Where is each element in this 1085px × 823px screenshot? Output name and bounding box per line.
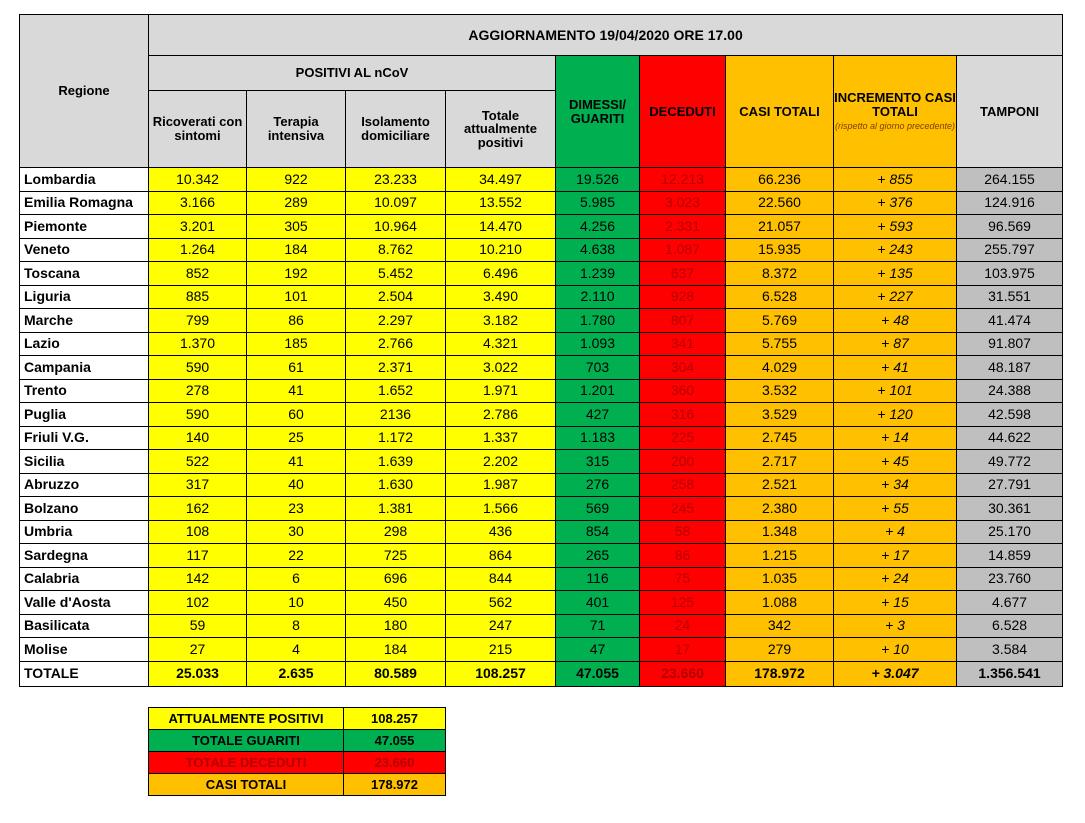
terapia-cell: 60 bbox=[247, 403, 346, 427]
ricoverati-cell: 1.370 bbox=[149, 332, 247, 356]
dimessi-cell: 854 bbox=[556, 520, 640, 544]
table-row bbox=[20, 379, 1063, 403]
ricoverati-cell: 590 bbox=[149, 356, 247, 380]
deceduti-cell: 245 bbox=[640, 497, 726, 521]
terapia-cell: 922 bbox=[247, 168, 346, 192]
incremento-cell: + 87 bbox=[834, 332, 957, 356]
tamponi-cell: 41.474 bbox=[957, 309, 1063, 333]
summary-table bbox=[148, 707, 446, 796]
deceduti-cell: 258 bbox=[640, 473, 726, 497]
table-row bbox=[20, 426, 1063, 450]
region-cell: Piemonte bbox=[20, 215, 149, 239]
region-cell: Lazio bbox=[20, 332, 149, 356]
deceduti-cell: 225 bbox=[640, 426, 726, 450]
incremento-cell: + 101 bbox=[834, 379, 957, 403]
summary-row bbox=[149, 774, 446, 796]
isolamento-cell: 184 bbox=[346, 638, 446, 662]
dimessi-cell: 5.985 bbox=[556, 191, 640, 215]
tamponi-cell: 91.807 bbox=[957, 332, 1063, 356]
summary-label: CASI TOTALI bbox=[149, 774, 344, 796]
ricoverati-cell: 27 bbox=[149, 638, 247, 662]
tamponi-cell: 4.677 bbox=[957, 591, 1063, 615]
terapia-cell: 185 bbox=[247, 332, 346, 356]
totale-positivi-cell: 215 bbox=[446, 638, 556, 662]
incremento-cell: + 376 bbox=[834, 191, 957, 215]
deceduti-cell: 2.331 bbox=[640, 215, 726, 239]
tamponi-cell: 25.170 bbox=[957, 520, 1063, 544]
isolamento-cell: 2.766 bbox=[346, 332, 446, 356]
region-cell: Lombardia bbox=[20, 168, 149, 192]
tamponi-cell: 31.551 bbox=[957, 285, 1063, 309]
incremento-cell: + 14 bbox=[834, 426, 957, 450]
casi-totali-cell: 2.521 bbox=[726, 473, 834, 497]
totale-positivi-cell: 844 bbox=[446, 567, 556, 591]
deceduti-cell: 125 bbox=[640, 591, 726, 615]
incremento-cell: + 243 bbox=[834, 238, 957, 262]
table-row bbox=[20, 403, 1063, 427]
table-row bbox=[20, 215, 1063, 239]
region-cell: Molise bbox=[20, 638, 149, 662]
total-dimessi-cell: 47.055 bbox=[556, 661, 640, 686]
totale-positivi-cell: 864 bbox=[446, 544, 556, 568]
incremento-cell: + 120 bbox=[834, 403, 957, 427]
deceduti-cell: 360 bbox=[640, 379, 726, 403]
dimessi-header: DIMESSI/ GUARITI bbox=[556, 56, 640, 168]
region-cell: Sardegna bbox=[20, 544, 149, 568]
tamponi-cell: 3.584 bbox=[957, 638, 1063, 662]
casi-totali-cell: 21.057 bbox=[726, 215, 834, 239]
totale-positivi-cell: 247 bbox=[446, 614, 556, 638]
tamponi-cell: 30.361 bbox=[957, 497, 1063, 521]
dimessi-cell: 4.638 bbox=[556, 238, 640, 262]
region-cell: Emilia Romagna bbox=[20, 191, 149, 215]
isolamento-cell: 10.964 bbox=[346, 215, 446, 239]
isolamento-cell: 298 bbox=[346, 520, 446, 544]
deceduti-cell: 24 bbox=[640, 614, 726, 638]
covid-data-table bbox=[19, 14, 1063, 687]
casi-totali-cell: 66.236 bbox=[726, 168, 834, 192]
terapia-cell: 86 bbox=[247, 309, 346, 333]
casi-totali-cell: 342 bbox=[726, 614, 834, 638]
dimessi-cell: 116 bbox=[556, 567, 640, 591]
dimessi-cell: 1.183 bbox=[556, 426, 640, 450]
terapia-cell: 22 bbox=[247, 544, 346, 568]
summary-value: 178.972 bbox=[344, 774, 446, 796]
totale-positivi-cell: 562 bbox=[446, 591, 556, 615]
ricoverati-cell: 117 bbox=[149, 544, 247, 568]
region-cell: Calabria bbox=[20, 567, 149, 591]
table-row bbox=[20, 520, 1063, 544]
tamponi-header: TAMPONI bbox=[957, 56, 1063, 168]
table-row bbox=[20, 544, 1063, 568]
summary-row bbox=[149, 752, 446, 774]
isolamento-header: Isolamento domiciliare bbox=[346, 91, 446, 168]
deceduti-cell: 17 bbox=[640, 638, 726, 662]
deceduti-cell: 637 bbox=[640, 262, 726, 286]
deceduti-cell: 75 bbox=[640, 567, 726, 591]
dimessi-cell: 1.780 bbox=[556, 309, 640, 333]
incremento-cell: + 227 bbox=[834, 285, 957, 309]
isolamento-cell: 1.381 bbox=[346, 497, 446, 521]
table-row bbox=[20, 332, 1063, 356]
table-row bbox=[20, 262, 1063, 286]
casi-totali-header: CASI TOTALI bbox=[726, 56, 834, 168]
dimessi-cell: 315 bbox=[556, 450, 640, 474]
tamponi-cell: 124.916 bbox=[957, 191, 1063, 215]
casi-totali-cell: 22.560 bbox=[726, 191, 834, 215]
terapia-cell: 23 bbox=[247, 497, 346, 521]
total-ricoverati-cell: 25.033 bbox=[149, 661, 247, 686]
ricoverati-cell: 799 bbox=[149, 309, 247, 333]
totale-positivi-header: Totale attualmente positivi bbox=[446, 91, 556, 168]
dimessi-cell: 19.526 bbox=[556, 168, 640, 192]
terapia-cell: 61 bbox=[247, 356, 346, 380]
isolamento-cell: 23.233 bbox=[346, 168, 446, 192]
table-row bbox=[20, 191, 1063, 215]
region-cell: Campania bbox=[20, 356, 149, 380]
isolamento-cell: 725 bbox=[346, 544, 446, 568]
tamponi-cell: 49.772 bbox=[957, 450, 1063, 474]
tamponi-cell: 14.859 bbox=[957, 544, 1063, 568]
region-cell: Abruzzo bbox=[20, 473, 149, 497]
terapia-cell: 8 bbox=[247, 614, 346, 638]
total-region-cell: TOTALE bbox=[20, 661, 149, 686]
isolamento-cell: 450 bbox=[346, 591, 446, 615]
incremento-header bbox=[834, 56, 957, 168]
tamponi-cell: 42.598 bbox=[957, 403, 1063, 427]
totale-positivi-cell: 14.470 bbox=[446, 215, 556, 239]
isolamento-cell: 180 bbox=[346, 614, 446, 638]
dimessi-cell: 1.239 bbox=[556, 262, 640, 286]
table-row bbox=[20, 285, 1063, 309]
table-row bbox=[20, 238, 1063, 262]
summary-label: TOTALE DECEDUTI bbox=[149, 752, 344, 774]
tamponi-cell: 24.388 bbox=[957, 379, 1063, 403]
region-cell: Liguria bbox=[20, 285, 149, 309]
total-casi-totali-cell: 178.972 bbox=[726, 661, 834, 686]
casi-totali-cell: 1.348 bbox=[726, 520, 834, 544]
deceduti-cell: 58 bbox=[640, 520, 726, 544]
dimessi-cell: 427 bbox=[556, 403, 640, 427]
ricoverati-cell: 59 bbox=[149, 614, 247, 638]
terapia-cell: 289 bbox=[247, 191, 346, 215]
casi-totali-cell: 15.935 bbox=[726, 238, 834, 262]
region-cell: Veneto bbox=[20, 238, 149, 262]
total-tamponi-cell: 1.356.541 bbox=[957, 661, 1063, 686]
dimessi-cell: 47 bbox=[556, 638, 640, 662]
region-cell: Marche bbox=[20, 309, 149, 333]
summary-value: 23.660 bbox=[344, 752, 446, 774]
total-incremento-cell: + 3.047 bbox=[834, 661, 957, 686]
summary-row bbox=[149, 730, 446, 752]
totale-positivi-cell: 1.971 bbox=[446, 379, 556, 403]
isolamento-cell: 8.762 bbox=[346, 238, 446, 262]
region-cell: Bolzano bbox=[20, 497, 149, 521]
summary-label: TOTALE GUARITI bbox=[149, 730, 344, 752]
dimessi-cell: 4.256 bbox=[556, 215, 640, 239]
total-deceduti-cell: 23.660 bbox=[640, 661, 726, 686]
incremento-cell: + 55 bbox=[834, 497, 957, 521]
tamponi-cell: 44.622 bbox=[957, 426, 1063, 450]
isolamento-cell: 2.504 bbox=[346, 285, 446, 309]
isolamento-cell: 696 bbox=[346, 567, 446, 591]
totale-positivi-cell: 1.987 bbox=[446, 473, 556, 497]
terapia-cell: 192 bbox=[247, 262, 346, 286]
ricoverati-cell: 108 bbox=[149, 520, 247, 544]
casi-totali-cell: 2.717 bbox=[726, 450, 834, 474]
isolamento-cell: 1.652 bbox=[346, 379, 446, 403]
dimessi-cell: 1.093 bbox=[556, 332, 640, 356]
ricoverati-cell: 1.264 bbox=[149, 238, 247, 262]
ricoverati-cell: 140 bbox=[149, 426, 247, 450]
isolamento-cell: 1.639 bbox=[346, 450, 446, 474]
ricoverati-cell: 3.201 bbox=[149, 215, 247, 239]
table-row bbox=[20, 567, 1063, 591]
region-cell: Basilicata bbox=[20, 614, 149, 638]
table-row bbox=[20, 356, 1063, 380]
incremento-cell: + 593 bbox=[834, 215, 957, 239]
tamponi-cell: 264.155 bbox=[957, 168, 1063, 192]
terapia-cell: 305 bbox=[247, 215, 346, 239]
total-totale-positivi-cell: 108.257 bbox=[446, 661, 556, 686]
region-cell: Valle d'Aosta bbox=[20, 591, 149, 615]
casi-totali-cell: 2.745 bbox=[726, 426, 834, 450]
region-cell: Puglia bbox=[20, 403, 149, 427]
isolamento-cell: 2.371 bbox=[346, 356, 446, 380]
totale-positivi-cell: 1.566 bbox=[446, 497, 556, 521]
isolamento-cell: 5.452 bbox=[346, 262, 446, 286]
terapia-cell: 40 bbox=[247, 473, 346, 497]
incremento-cell: + 48 bbox=[834, 309, 957, 333]
totale-positivi-cell: 13.552 bbox=[446, 191, 556, 215]
totale-positivi-cell: 10.210 bbox=[446, 238, 556, 262]
tamponi-cell: 23.760 bbox=[957, 567, 1063, 591]
terapia-cell: 101 bbox=[247, 285, 346, 309]
terapia-cell: 25 bbox=[247, 426, 346, 450]
casi-totali-cell: 5.769 bbox=[726, 309, 834, 333]
incremento-cell: + 4 bbox=[834, 520, 957, 544]
totale-positivi-cell: 436 bbox=[446, 520, 556, 544]
region-header: Regione bbox=[20, 15, 149, 168]
casi-totali-cell: 2.380 bbox=[726, 497, 834, 521]
totale-positivi-cell: 2.202 bbox=[446, 450, 556, 474]
casi-totali-cell: 1.215 bbox=[726, 544, 834, 568]
ricoverati-cell: 852 bbox=[149, 262, 247, 286]
totale-positivi-cell: 2.786 bbox=[446, 403, 556, 427]
region-cell: Umbria bbox=[20, 520, 149, 544]
incremento-cell: + 24 bbox=[834, 567, 957, 591]
table-row bbox=[20, 168, 1063, 192]
deceduti-cell: 341 bbox=[640, 332, 726, 356]
dimessi-cell: 276 bbox=[556, 473, 640, 497]
incremento-header-label: INCREMENTO CASI TOTALI bbox=[834, 90, 956, 119]
totale-positivi-cell: 34.497 bbox=[446, 168, 556, 192]
isolamento-cell: 2.297 bbox=[346, 309, 446, 333]
casi-totali-cell: 8.372 bbox=[726, 262, 834, 286]
isolamento-cell: 10.097 bbox=[346, 191, 446, 215]
totale-positivi-cell: 4.321 bbox=[446, 332, 556, 356]
table-row bbox=[20, 450, 1063, 474]
summary-label: ATTUALMENTE POSITIVI bbox=[149, 708, 344, 730]
deceduti-cell: 807 bbox=[640, 309, 726, 333]
incremento-header-note: (rispetto al giorno precedente) bbox=[834, 121, 956, 132]
deceduti-cell: 1.087 bbox=[640, 238, 726, 262]
incremento-cell: + 17 bbox=[834, 544, 957, 568]
dimessi-cell: 703 bbox=[556, 356, 640, 380]
casi-totali-cell: 3.529 bbox=[726, 403, 834, 427]
incremento-cell: + 135 bbox=[834, 262, 957, 286]
deceduti-cell: 316 bbox=[640, 403, 726, 427]
casi-totali-cell: 3.532 bbox=[726, 379, 834, 403]
ricoverati-cell: 885 bbox=[149, 285, 247, 309]
ricoverati-cell: 317 bbox=[149, 473, 247, 497]
dimessi-cell: 71 bbox=[556, 614, 640, 638]
totale-positivi-cell: 1.337 bbox=[446, 426, 556, 450]
tamponi-cell: 96.569 bbox=[957, 215, 1063, 239]
deceduti-header: DECEDUTI bbox=[640, 56, 726, 168]
casi-totali-cell: 6.528 bbox=[726, 285, 834, 309]
terapia-cell: 4 bbox=[247, 638, 346, 662]
incremento-cell: + 15 bbox=[834, 591, 957, 615]
terapia-cell: 6 bbox=[247, 567, 346, 591]
region-cell: Trento bbox=[20, 379, 149, 403]
total-row bbox=[20, 661, 1063, 686]
ricoverati-cell: 3.166 bbox=[149, 191, 247, 215]
terapia-cell: 41 bbox=[247, 379, 346, 403]
tamponi-cell: 6.528 bbox=[957, 614, 1063, 638]
tamponi-cell: 27.791 bbox=[957, 473, 1063, 497]
ricoverati-header: Ricoverati con sintomi bbox=[149, 91, 247, 168]
casi-totali-cell: 1.088 bbox=[726, 591, 834, 615]
casi-totali-cell: 5.755 bbox=[726, 332, 834, 356]
casi-totali-cell: 1.035 bbox=[726, 567, 834, 591]
ricoverati-cell: 142 bbox=[149, 567, 247, 591]
deceduti-cell: 3.023 bbox=[640, 191, 726, 215]
terapia-cell: 184 bbox=[247, 238, 346, 262]
table-row bbox=[20, 614, 1063, 638]
summary-row bbox=[149, 708, 446, 730]
incremento-cell: + 10 bbox=[834, 638, 957, 662]
region-cell: Toscana bbox=[20, 262, 149, 286]
deceduti-cell: 304 bbox=[640, 356, 726, 380]
ricoverati-cell: 590 bbox=[149, 403, 247, 427]
incremento-cell: + 45 bbox=[834, 450, 957, 474]
table-row bbox=[20, 473, 1063, 497]
ricoverati-cell: 10.342 bbox=[149, 168, 247, 192]
region-cell: Sicilia bbox=[20, 450, 149, 474]
ricoverati-cell: 278 bbox=[149, 379, 247, 403]
ricoverati-cell: 522 bbox=[149, 450, 247, 474]
ricoverati-cell: 162 bbox=[149, 497, 247, 521]
dimessi-cell: 401 bbox=[556, 591, 640, 615]
totale-positivi-cell: 6.496 bbox=[446, 262, 556, 286]
summary-value: 47.055 bbox=[344, 730, 446, 752]
terapia-cell: 30 bbox=[247, 520, 346, 544]
totale-positivi-cell: 3.182 bbox=[446, 309, 556, 333]
deceduti-cell: 12.213 bbox=[640, 168, 726, 192]
table-row bbox=[20, 309, 1063, 333]
isolamento-cell: 1.172 bbox=[346, 426, 446, 450]
deceduti-cell: 200 bbox=[640, 450, 726, 474]
table-row bbox=[20, 497, 1063, 521]
tamponi-cell: 255.797 bbox=[957, 238, 1063, 262]
total-terapia-cell: 2.635 bbox=[247, 661, 346, 686]
incremento-cell: + 855 bbox=[834, 168, 957, 192]
incremento-cell: + 34 bbox=[834, 473, 957, 497]
table-row bbox=[20, 591, 1063, 615]
terapia-cell: 41 bbox=[247, 450, 346, 474]
isolamento-cell: 1.630 bbox=[346, 473, 446, 497]
dimessi-cell: 2.110 bbox=[556, 285, 640, 309]
dimessi-cell: 265 bbox=[556, 544, 640, 568]
positivi-group-header: POSITIVI AL nCoV bbox=[149, 56, 556, 91]
tamponi-cell: 48.187 bbox=[957, 356, 1063, 380]
casi-totali-cell: 4.029 bbox=[726, 356, 834, 380]
dimessi-cell: 569 bbox=[556, 497, 640, 521]
incremento-cell: + 41 bbox=[834, 356, 957, 380]
terapia-cell: 10 bbox=[247, 591, 346, 615]
deceduti-cell: 86 bbox=[640, 544, 726, 568]
update-title: AGGIORNAMENTO 19/04/2020 ORE 17.00 bbox=[149, 15, 1063, 56]
totale-positivi-cell: 3.490 bbox=[446, 285, 556, 309]
ricoverati-cell: 102 bbox=[149, 591, 247, 615]
terapia-header: Terapia intensiva bbox=[247, 91, 346, 168]
deceduti-cell: 928 bbox=[640, 285, 726, 309]
totale-positivi-cell: 3.022 bbox=[446, 356, 556, 380]
total-isolamento-cell: 80.589 bbox=[346, 661, 446, 686]
dimessi-cell: 1.201 bbox=[556, 379, 640, 403]
region-cell: Friuli V.G. bbox=[20, 426, 149, 450]
incremento-cell: + 3 bbox=[834, 614, 957, 638]
summary-value: 108.257 bbox=[344, 708, 446, 730]
casi-totali-cell: 279 bbox=[726, 638, 834, 662]
isolamento-cell: 2136 bbox=[346, 403, 446, 427]
tamponi-cell: 103.975 bbox=[957, 262, 1063, 286]
table-row bbox=[20, 638, 1063, 662]
